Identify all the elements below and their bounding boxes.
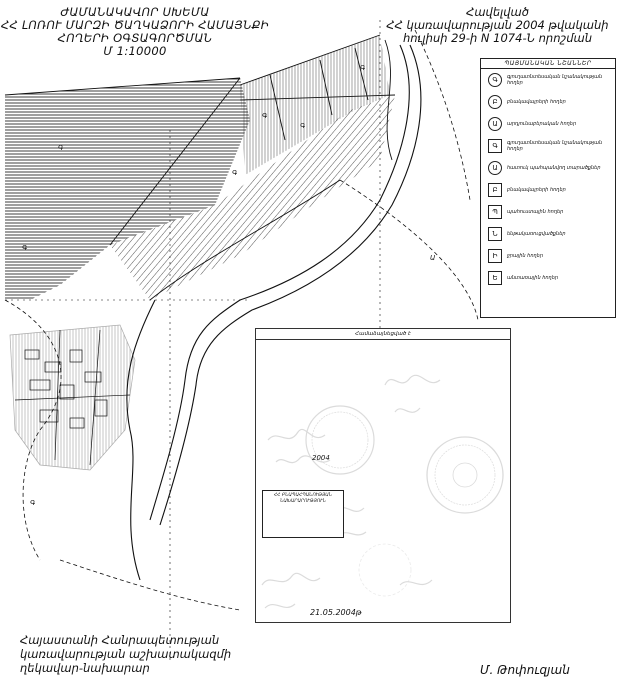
legend-symbol: Ա: [488, 117, 502, 131]
svg-text:Գ: Գ: [360, 64, 366, 72]
legend-item: [481, 245, 615, 267]
legend-item: [481, 201, 615, 223]
svg-text:Գ: Գ: [300, 122, 306, 130]
legend-item: [481, 267, 615, 289]
svg-text:Գ: Գ: [232, 169, 238, 177]
annex-line: Հավելված: [466, 5, 529, 19]
legend-item: [481, 179, 615, 201]
legend-symbol: Գ: [488, 73, 502, 87]
legend-item: [481, 69, 615, 91]
svg-text:Ա: Ա: [430, 254, 436, 262]
legend-items: [481, 69, 615, 289]
map-scale: Մ 1:10000: [103, 44, 167, 58]
settlement-area: [10, 325, 135, 470]
year-mark: 2004: [312, 454, 330, 462]
legend-item: [481, 157, 615, 179]
svg-text:Գ: Գ: [262, 112, 268, 120]
legend-item: [481, 91, 615, 113]
map-title-line: ՀՀ ԼՈՌՈՒ ՄԱՐԶԻ ԾԱՂԿԱՁՈՐԻ ՀԱՄԱՅՆՔԻ ՀՈՂԵՐԻ ՕԳՏԱԳՈՐԾՄԱՆ: [0, 18, 270, 45]
legend-item: [481, 223, 615, 245]
map-legend: [480, 58, 616, 318]
legend-item: [481, 135, 615, 157]
legend-item: [481, 113, 615, 135]
legend-label: արդյունաբերական հողեր: [507, 121, 577, 127]
svg-text:Գ: Գ: [30, 499, 36, 507]
legend-title: ՊԱՅՄԱՆԱԿԱՆ ՆՇԱՆՆԵՐ: [481, 59, 615, 69]
annex-line: ՀՀ կառավարության 2004 թվականի: [386, 18, 609, 32]
legend-label: ենթակառուցվածքներ: [507, 231, 566, 237]
legend-label: ջրային հողեր: [507, 253, 544, 259]
legend-symbol: Ա: [488, 161, 502, 175]
annex-line: հուլիսի 29-ի N 1074-Ն որոշման: [402, 31, 593, 45]
legend-symbol: Բ: [488, 95, 502, 109]
annex-note: [385, 6, 610, 45]
svg-text:Գ: Գ: [58, 144, 64, 152]
footer-line: կառավարության աշխատակազմի: [20, 647, 232, 661]
legend-label: գյուղատնտեսական նշանակության հողեր: [507, 140, 603, 152]
legend-symbol: Ե: [488, 271, 502, 285]
legend-symbol: Գ: [488, 139, 502, 153]
legend-symbol: Բ: [488, 183, 502, 197]
legend-label: բնակավայրերի հողեր: [507, 187, 566, 193]
legend-symbol: Ի: [488, 249, 502, 263]
footer-line: ղեկավար-նախարար: [20, 661, 150, 675]
footer-signatory-title: [20, 633, 260, 675]
legend-label: հատուկ պահպանվող տարածքներ: [507, 165, 601, 171]
legend-symbol: Ն: [488, 227, 502, 241]
approval-title: Համաձայնեցված է: [256, 329, 510, 340]
svg-text:Գ: Գ: [22, 244, 28, 252]
legend-label: բնակավայրերի հողեր: [507, 99, 566, 105]
footer-signatory-name: Մ. Թոփուզյան: [480, 663, 570, 677]
handwritten-date: 21.05.2004թ: [310, 608, 362, 617]
footer-line: Հայաստանի Հանրապետության: [20, 633, 220, 647]
approval-stamp-box: [262, 490, 344, 538]
legend-label: գյուղատնտեսական նշանակության հողեր: [507, 74, 603, 86]
map-title-line: ԺԱՄԱՆԱԿԱՎՈՐ ՍԽԵՄԱ: [60, 5, 210, 19]
map-title: [0, 6, 270, 58]
legend-label: անտառային հողեր: [507, 275, 559, 281]
approval-panel: [255, 328, 511, 623]
legend-label: պահուստային հողեր: [507, 209, 564, 215]
stamp-text: ՀՀ ԲՆԱՊԱՀՊԱՆՈՒԹՅԱՆ ՆԱԽԱՐԱՐՈՒԹՅՈՒՆ: [273, 493, 333, 504]
legend-symbol: Պ: [488, 205, 502, 219]
